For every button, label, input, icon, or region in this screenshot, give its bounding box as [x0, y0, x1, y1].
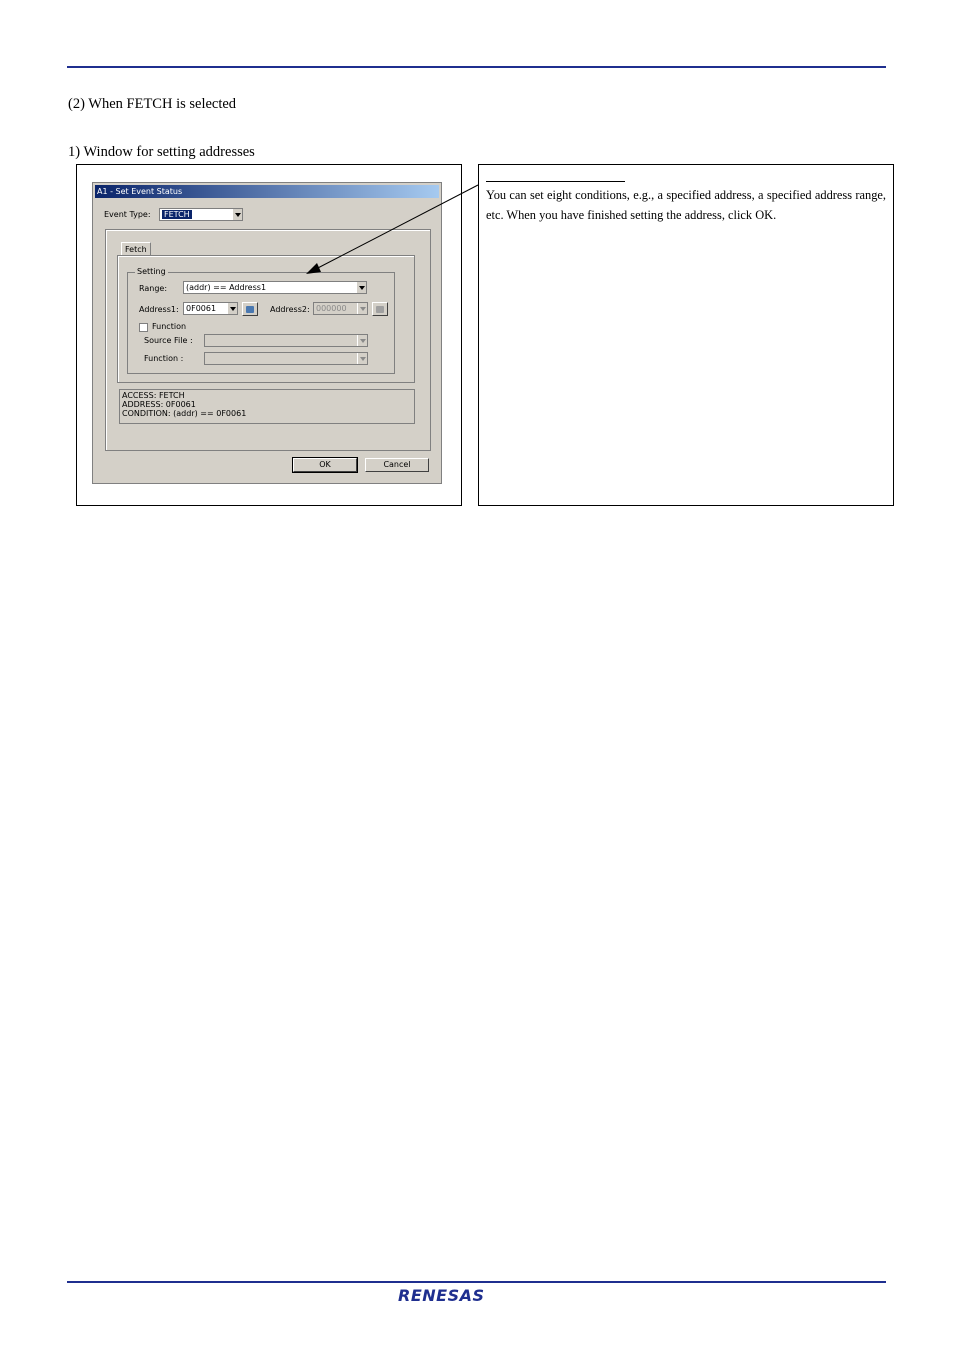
- source-file-label: Source File :: [144, 336, 193, 345]
- address1-label: Address1:: [139, 305, 179, 314]
- setting-group-title: Setting: [137, 267, 166, 276]
- range-label: Range:: [139, 284, 168, 293]
- function-label: Function :: [144, 354, 184, 363]
- summary-line: ACCESS: FETCH: [122, 391, 185, 400]
- range-value: (addr) == Address1: [186, 283, 267, 292]
- address2-label: Address2:: [270, 305, 310, 314]
- tab-fetch[interactable]: Fetch: [121, 242, 151, 256]
- event-type-label: Event Type:: [104, 210, 151, 219]
- summary-line: ADDRESS: 0F0061: [122, 400, 196, 409]
- address1-value: 0F0061: [186, 304, 217, 313]
- section-subheading: 1) Window for setting addresses: [68, 144, 255, 160]
- section-heading: (2) When FETCH is selected: [68, 96, 237, 112]
- dialog-titlebar[interactable]: A1 - Set Event Status: [95, 185, 439, 198]
- event-type-value: FETCH: [164, 210, 190, 219]
- cancel-button[interactable]: Cancel: [365, 458, 429, 472]
- callout-text: You can set eight conditions, e.g., a specified address, a specified address range, etc. When you have finished setting the address, click OK.: [486, 188, 886, 222]
- renesas-logo: RENESAS: [398, 1286, 485, 1305]
- address2-value: 000000: [316, 304, 347, 313]
- function-checkbox-label: Function: [152, 322, 187, 331]
- summary-line: CONDITION: (addr) == 0F0061: [122, 409, 247, 418]
- ok-button[interactable]: OK: [293, 458, 357, 472]
- footer-rule: [67, 1281, 886, 1283]
